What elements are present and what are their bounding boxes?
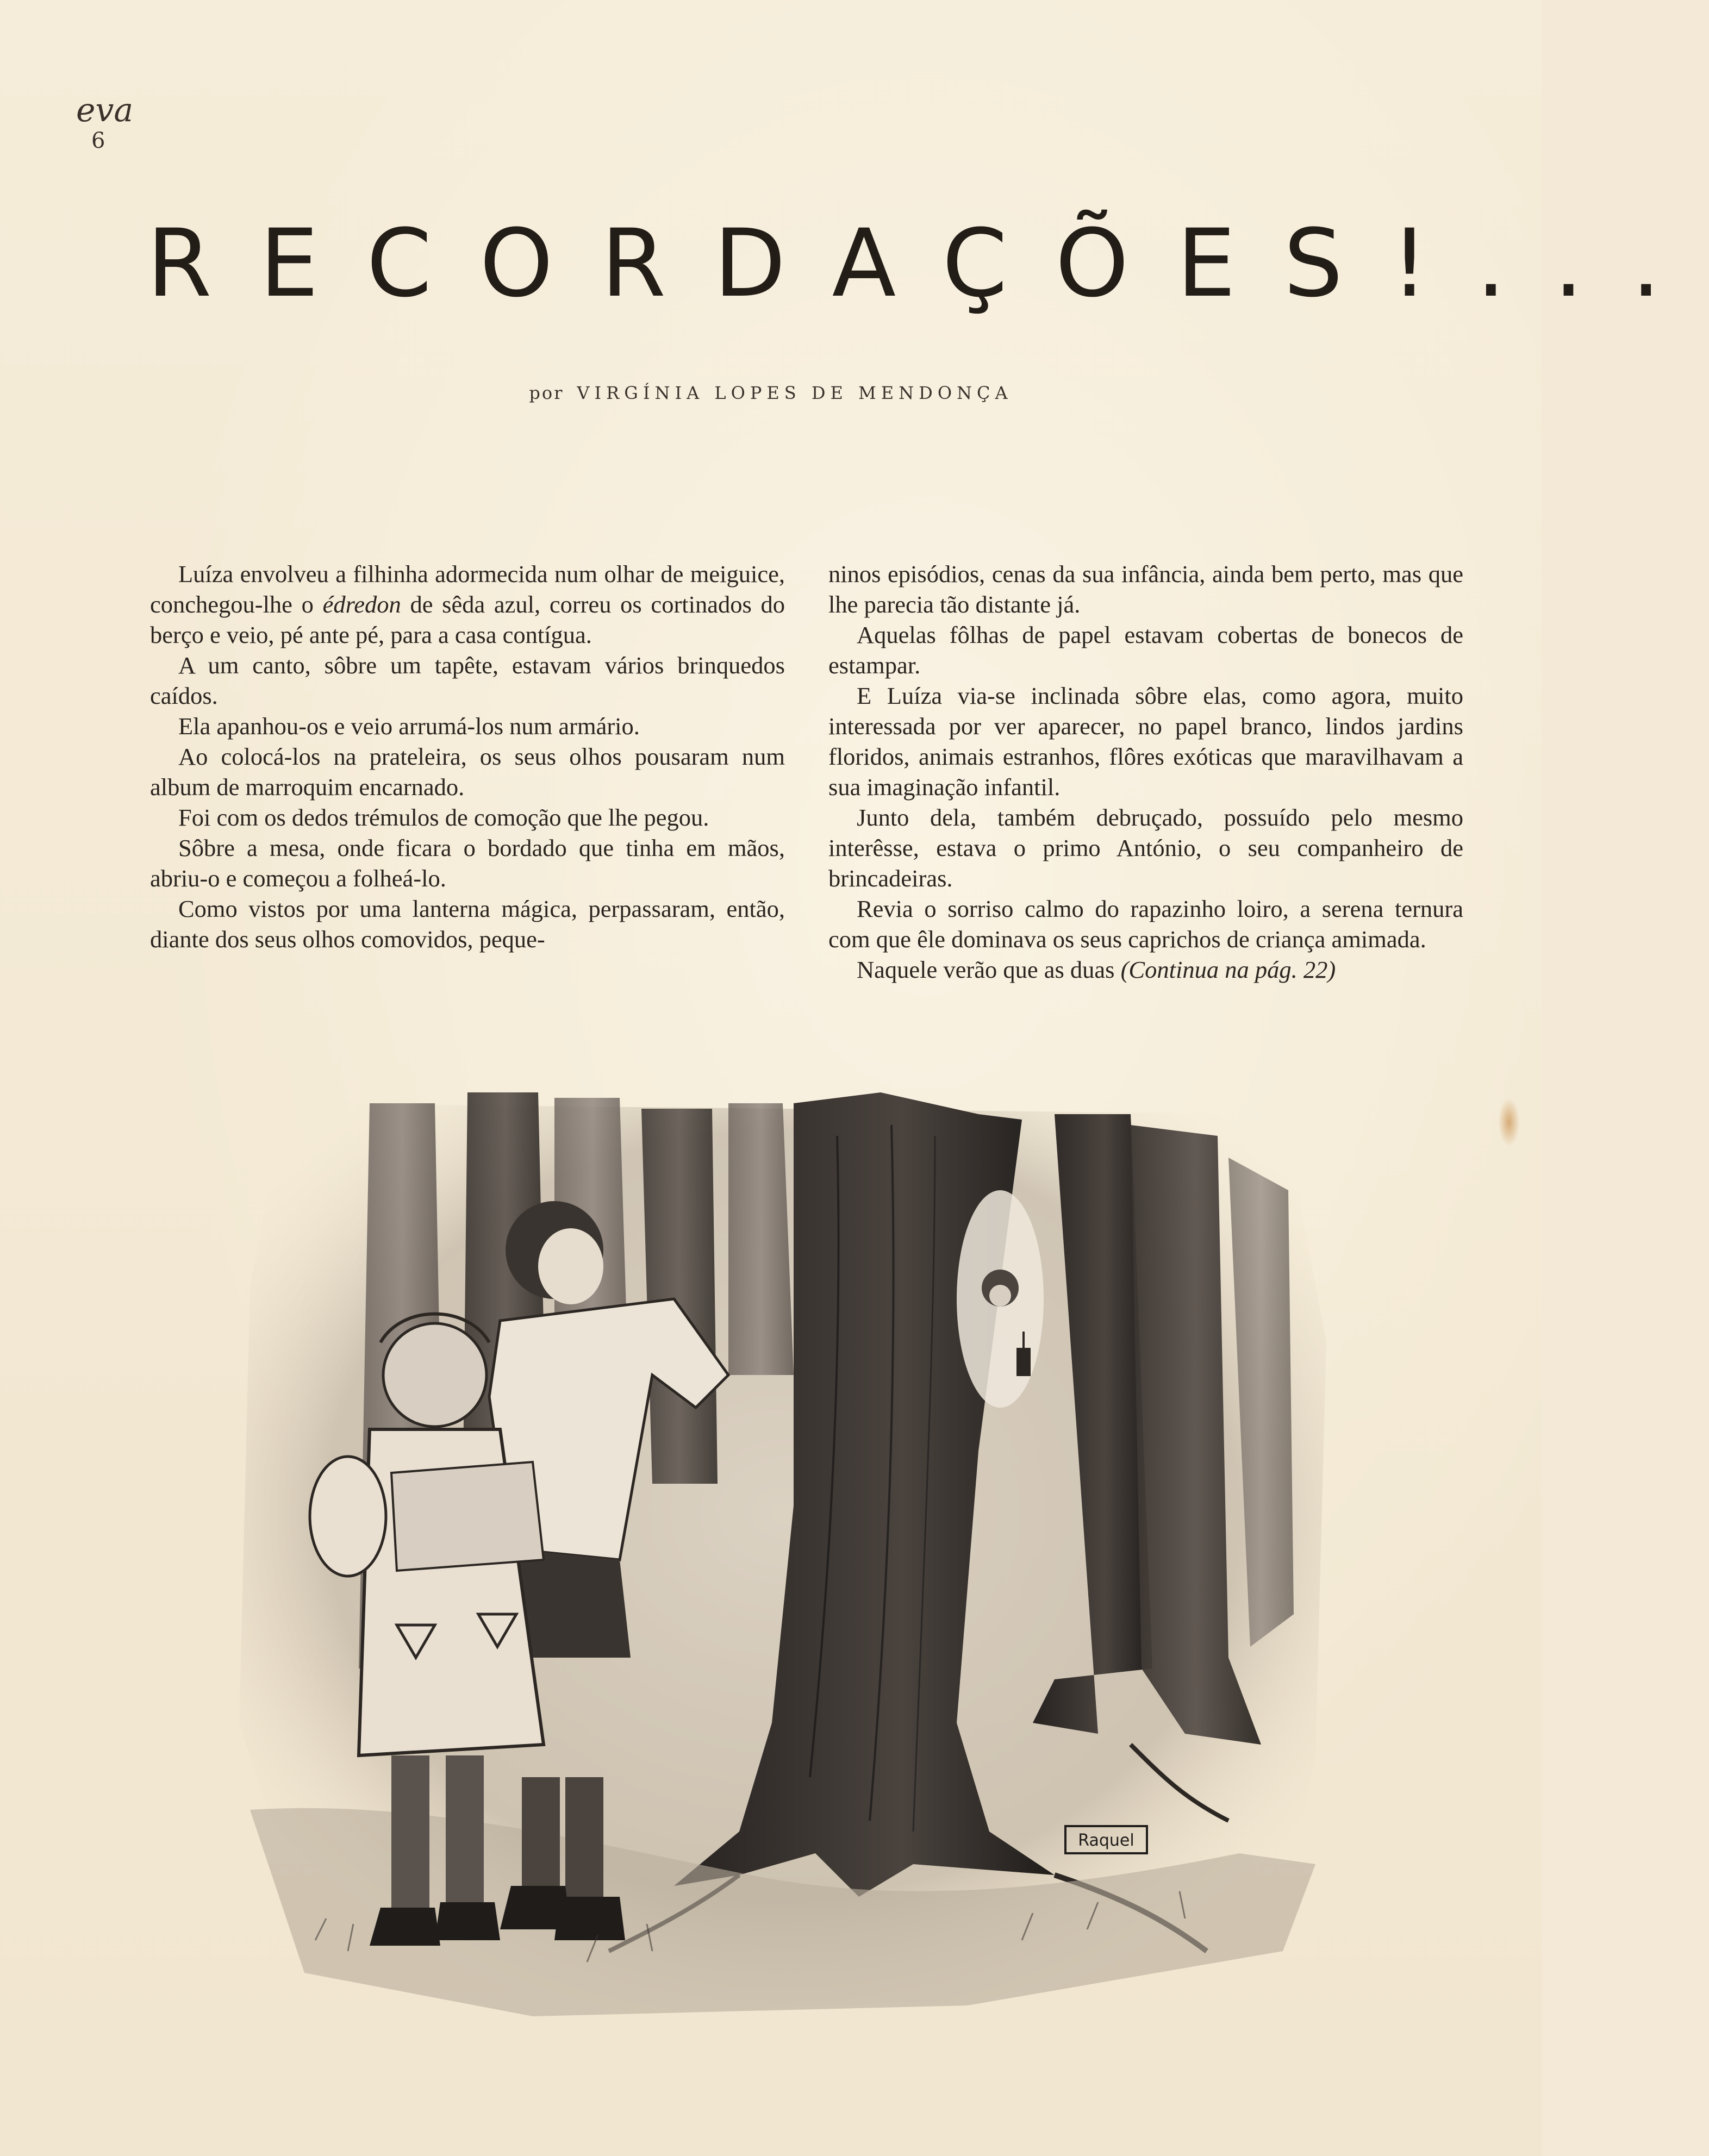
page-number: 6 [91, 128, 105, 153]
italic-word: édredon [322, 591, 401, 618]
last-paragraph: Naquele verão que as duas (Continua na pág. 22) [857, 956, 1336, 983]
paragraph: Ela apanhou-os e veio arrumá-los num armário. [178, 713, 640, 740]
paragraph: A um canto, sôbre um tapête, estavam vários brinquedos caídos. [150, 652, 785, 709]
byline [0, 383, 1542, 403]
paragraph: Foi com os dedos trémulos de comoção que lhe pegou. [178, 804, 709, 831]
continuation-note: (Continua na pág. 22) [1120, 956, 1336, 983]
article-title: RECORDAÇÕES!... [147, 209, 1709, 318]
author-name: VIRGÍNIA LOPES DE MENDONÇA [577, 383, 1013, 403]
paragraph: ninos episódios, cenas da sua infância, ainda bem perto, mas que lhe parecia tão distante já. [828, 560, 1463, 618]
forest-illustration [207, 1071, 1348, 2027]
paragraph: Como vistos por uma lanterna mágica, perpassaram, então, diante dos seus olhos comovidos, peque- [150, 895, 785, 953]
paragraph: Revia o sorriso calmo do rapazinho loiro, a serena ternura com que êle dominava os seus caprichos de criança amimada. [828, 895, 1463, 953]
paragraph: Aquelas fôlhas de papel estavam cobertas de bonecos de estampar. [828, 621, 1463, 679]
tree-trunk [728, 1103, 794, 1375]
paragraph: Sôbre a mesa, onde ficara o bordado que tinha em mãos, abriu-o e começou a folheá-lo. [150, 834, 785, 892]
paragraph: Luíza envolveu a filhinha adormecida num olhar de meiguice, conchegou-lhe o édredon de sêda azul, correu os cortinados do berço e veio, pé ante pé, para a casa contígua. [150, 560, 785, 648]
svg-text:Raquel: Raquel [1078, 1831, 1134, 1850]
byline-prefix: por [529, 383, 564, 403]
distant-figure [957, 1190, 1044, 1408]
left-column [150, 559, 785, 954]
magazine-name: eva [76, 91, 134, 129]
paragraph: Ao colocá-los na prateleira, os seus olhos pousaram num album de marroquim encarnado. [150, 743, 785, 801]
paragraph: Junto dela, também debruçado, possuído pelo mesmo interêsse, estava o primo António, o seu companheiro de brincadeiras. [828, 804, 1463, 892]
paragraph: E Luíza via-se inclinada sôbre elas, como agora, muito interessada por ver aparecer, no papel branco, lindos jardins floridos, animais estranhos, flôres exóticas que maravilhavam a sua imaginação infantil. [828, 682, 1463, 801]
paper-stain [1498, 1098, 1520, 1147]
right-column [828, 559, 1463, 985]
tree-trunk [641, 1109, 718, 1484]
